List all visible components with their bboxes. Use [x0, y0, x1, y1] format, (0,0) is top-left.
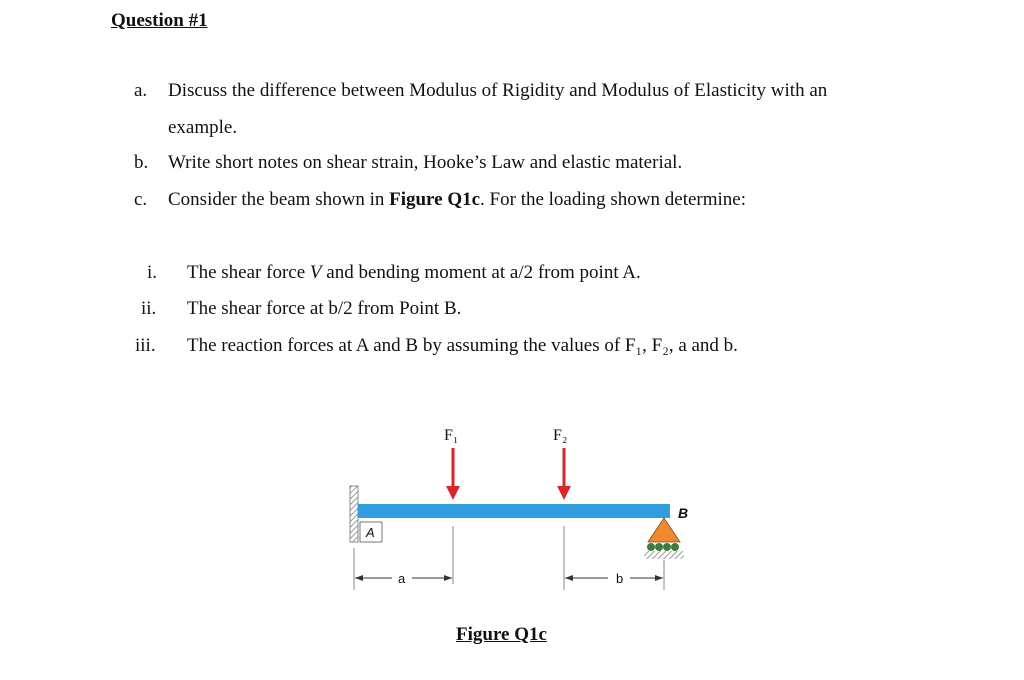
item-text: Consider the beam shown in Figure Q1c. For the loading shown determine:	[168, 189, 747, 210]
subitem-label: i.	[147, 262, 158, 283]
dim-b-label: b	[616, 571, 624, 586]
dim-a-arrow-left	[355, 575, 363, 581]
ground	[644, 551, 684, 559]
subitem-text: The shear force at b/2 from Point B.	[187, 298, 462, 319]
item-label: b.	[134, 152, 149, 173]
item-label: a.	[134, 80, 148, 101]
point-a-label: A	[366, 525, 375, 540]
dim-a-arrow-right	[444, 575, 452, 581]
subitem-label: ii.	[141, 298, 157, 319]
point-b-label: B	[678, 505, 689, 521]
subitem-text: The reaction forces at A and B by assuming the values of F₁, F₂, a and b.	[187, 335, 738, 356]
figure-reference: Figure Q1c	[389, 189, 481, 210]
dim-b-arrow-left	[565, 575, 573, 581]
pin-support-b	[648, 518, 680, 542]
roller	[663, 543, 671, 551]
subitem-label: iii.	[135, 335, 156, 356]
beam-figure	[340, 418, 700, 618]
figure-caption: Figure Q1c	[456, 624, 547, 645]
item-text: Write short notes on shear strain, Hooke’s Law and elastic material.	[168, 152, 683, 173]
subitem-text: The shear force V and bending moment at a/2 from point A.	[187, 262, 641, 283]
question-heading: Question #1	[111, 10, 208, 31]
item-label: c.	[134, 189, 148, 210]
beam	[358, 504, 670, 518]
item-text-line1: Discuss the difference between Modulus of Rigidity and Modulus of Elasticity with an	[168, 80, 828, 101]
roller	[671, 543, 679, 551]
force-f2-label: F₂	[553, 427, 568, 444]
fixed-wall	[350, 486, 358, 542]
force-f1-arrow-head	[446, 486, 460, 500]
roller	[647, 543, 655, 551]
dim-a-label: a	[398, 571, 406, 586]
force-f2-arrow-head	[557, 486, 571, 500]
item-text-line2: example.	[168, 117, 238, 138]
force-f1-label: F₁	[444, 427, 459, 444]
roller	[655, 543, 663, 551]
dim-b-arrow-right	[655, 575, 663, 581]
